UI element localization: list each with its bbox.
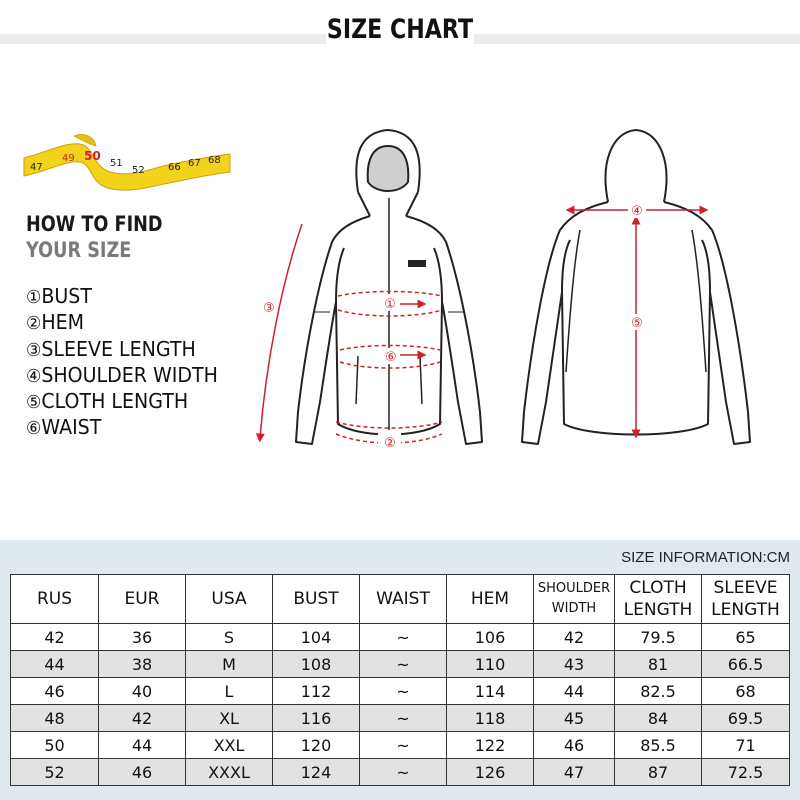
marker-3: ③	[263, 301, 275, 316]
measuring-tape-image	[22, 128, 232, 198]
table-cell: 66.5	[702, 651, 790, 678]
measurement-item-sleeve-length: ③SLEEVE LENGTH	[26, 336, 196, 361]
table-header-row	[11, 575, 790, 624]
header-hem: HEM	[447, 575, 534, 624]
table-row	[11, 705, 790, 732]
header-usa: USA	[186, 575, 273, 624]
table-cell: 42	[99, 705, 186, 732]
table-cell: 106	[447, 624, 534, 651]
table-cell: 112	[273, 678, 360, 705]
page-title: SIZE CHART	[326, 14, 474, 45]
measurement-item-cloth-length: ⑤CLOTH LENGTH	[26, 389, 189, 414]
marker-5: ⑤	[631, 316, 643, 331]
table-cell: 85.5	[615, 732, 702, 759]
table-cell: ~	[360, 732, 447, 759]
table-cell: 71	[702, 732, 790, 759]
table-row	[11, 759, 790, 786]
table-cell: XL	[186, 705, 273, 732]
header-rus: RUS	[11, 575, 99, 624]
tape-num-6: 66	[168, 162, 181, 173]
table-cell: 46	[11, 678, 99, 705]
jacket-front	[296, 130, 482, 444]
measurement-list	[26, 283, 228, 441]
table-cell: 120	[273, 732, 360, 759]
tape-num-7: 67	[188, 158, 201, 169]
table-cell: 84	[615, 705, 702, 732]
tape-num-1: 47	[30, 162, 43, 173]
table-row	[11, 624, 790, 651]
table-cell: 43	[534, 651, 615, 678]
table-cell: ~	[360, 651, 447, 678]
marker-2: ②	[384, 436, 396, 451]
tape-num-2: 49	[62, 153, 75, 164]
table-cell: L	[186, 678, 273, 705]
table-cell: XXXL	[186, 759, 273, 786]
header-cloth-length: CLOTH LENGTH	[615, 575, 702, 624]
size-table-body	[11, 624, 790, 786]
table-cell: 44	[534, 678, 615, 705]
table-row	[11, 651, 790, 678]
table-cell: 114	[447, 678, 534, 705]
table-cell: 69.5	[702, 705, 790, 732]
table-cell: 44	[99, 732, 186, 759]
measurement-item-hem: ②HEM	[26, 310, 85, 335]
table-cell: 126	[447, 759, 534, 786]
tape-num-3: 50	[84, 149, 101, 163]
table-cell: 79.5	[615, 624, 702, 651]
table-cell: ~	[360, 678, 447, 705]
table-cell: ~	[360, 624, 447, 651]
table-row	[11, 678, 790, 705]
table-cell: 82.5	[615, 678, 702, 705]
header-eur: EUR	[99, 575, 186, 624]
marker-1: ①	[384, 297, 396, 312]
table-cell: 38	[99, 651, 186, 678]
tape-num-5: 52	[132, 165, 145, 176]
guide-title: HOW TO FIND	[26, 212, 163, 236]
table-cell: 46	[99, 759, 186, 786]
table-cell: 40	[99, 678, 186, 705]
table-cell: 87	[615, 759, 702, 786]
table-cell: 44	[11, 651, 99, 678]
guide-subtitle: YOUR SIZE	[26, 238, 132, 262]
table-cell: ~	[360, 705, 447, 732]
header-sleeve-length: SLEEVE LENGTH	[702, 575, 790, 624]
table-cell: XXL	[186, 732, 273, 759]
header-shoulder-width: SHOULDER WIDTH	[534, 575, 615, 624]
tape-num-4: 51	[110, 158, 123, 169]
table-row	[11, 732, 790, 759]
table-cell: 108	[273, 651, 360, 678]
marker-6: ⑥	[385, 350, 397, 365]
table-cell: ~	[360, 759, 447, 786]
table-cell: 104	[273, 624, 360, 651]
measurement-item-shoulder-width: ④SHOULDER WIDTH	[26, 362, 218, 387]
table-cell: 52	[11, 759, 99, 786]
table-cell: 42	[11, 624, 99, 651]
table-cell: 124	[273, 759, 360, 786]
measurement-item-waist: ⑥WAIST	[26, 415, 102, 440]
table-cell: M	[186, 651, 273, 678]
marker-4: ④	[631, 204, 643, 219]
table-cell: 110	[447, 651, 534, 678]
table-cell: 42	[534, 624, 615, 651]
table-cell: S	[186, 624, 273, 651]
table-cell: 68	[702, 678, 790, 705]
size-info-label: SIZE INFORMATION:CM	[621, 549, 790, 566]
table-cell: 48	[11, 705, 99, 732]
header-bust: BUST	[273, 575, 360, 624]
table-cell: 36	[99, 624, 186, 651]
table-cell: 46	[534, 732, 615, 759]
tape-num-8: 68	[208, 155, 221, 166]
header-waist: WAIST	[360, 575, 447, 624]
measurement-item-bust: ①BUST	[26, 284, 92, 308]
size-table	[10, 574, 790, 786]
table-cell: 122	[447, 732, 534, 759]
jacket-measurement-diagram	[240, 112, 800, 482]
table-cell: 118	[447, 705, 534, 732]
table-cell: 50	[11, 732, 99, 759]
table-cell: 116	[273, 705, 360, 732]
table-cell: 72.5	[702, 759, 790, 786]
table-cell: 65	[702, 624, 790, 651]
table-cell: 81	[615, 651, 702, 678]
table-cell: 47	[534, 759, 615, 786]
table-cell: 45	[534, 705, 615, 732]
